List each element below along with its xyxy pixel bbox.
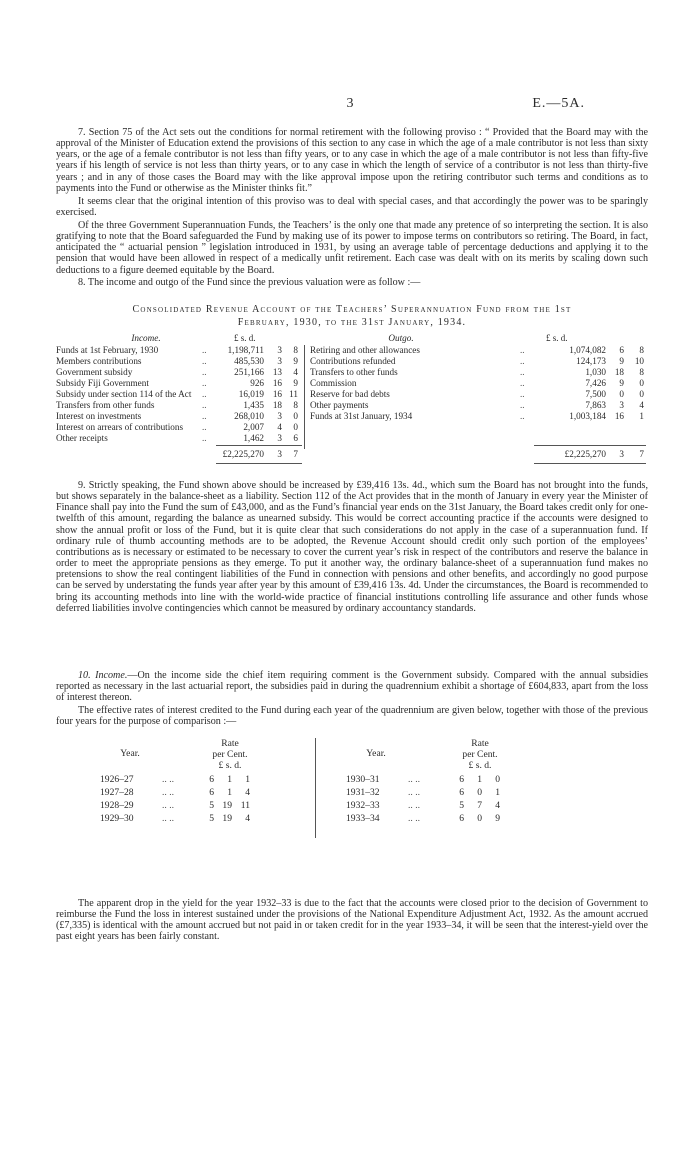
rate-year: 1930–31	[346, 774, 380, 785]
outgo-total-pounds: £2,225,270	[564, 449, 606, 459]
rate-pence: 1	[245, 774, 250, 785]
income-pounds: 1,435	[243, 400, 264, 410]
outgo-s: 6	[619, 345, 624, 355]
outgo-row	[310, 378, 648, 389]
income-row	[56, 422, 304, 433]
account-title	[56, 303, 648, 329]
rate-year: 1928–29	[100, 800, 134, 811]
account-title-line-1: Consolidated Revenue Account of the Teachers’ Superannuation Fund from the 1st	[132, 304, 572, 315]
outgo-row	[310, 411, 648, 422]
outgo-pounds: 7,426	[585, 378, 606, 388]
outgo-s: 9	[619, 378, 624, 388]
rate-shillings: 19	[222, 813, 232, 824]
leader-dots: ..	[202, 389, 207, 399]
income-d: 0	[293, 411, 298, 421]
outgo-row	[310, 400, 648, 411]
income-row	[56, 367, 304, 378]
income-s: 16	[272, 378, 282, 388]
paragraph-7-continued: It seems clear that the original intention of this proviso was to deal with special cases, and that accordingly the power was to be sparingly exercised.	[56, 196, 648, 219]
outgo-row	[310, 356, 648, 367]
income-s: 3	[277, 345, 282, 355]
outgo-d: 0	[639, 389, 644, 399]
income-row	[56, 400, 304, 411]
income-label: Interest on investments	[56, 411, 142, 421]
outgo-s: 9	[619, 356, 624, 366]
outgo-total-d: 7	[639, 449, 644, 459]
rate-shillings: 0	[477, 813, 482, 824]
outgo-d: 10	[634, 356, 644, 366]
outgo-pounds: 7,500	[585, 389, 606, 399]
outgo-lsd-heading: £ s. d.	[546, 333, 568, 343]
outgo-row	[310, 345, 648, 356]
outgo-s: 3	[619, 400, 624, 410]
rate-pounds: 6	[459, 813, 464, 824]
outgo-total-s: 3	[619, 449, 624, 459]
rate-year: 1932–33	[346, 800, 380, 811]
income-label: Other receipts	[56, 433, 108, 443]
leader-dots: ..	[202, 356, 207, 366]
income-label: Subsidy Fiji Government	[56, 378, 149, 388]
paragraph-11: The apparent drop in the yield for the year 1932–33 is due to the fact that the accounts were closed prior to the decision of Government to reimburse the Fund the loss in interest sustained under the provisions of the National Expenditure Adjustment Act, 1932. As the amount accrued (£7,335) is identical with the amount accrued but not paid in or taken credit for in the year 1933–34, it will be seen that the interest-yield over the past eight years has been fairly constant.	[56, 898, 648, 943]
rates-divider	[315, 738, 316, 838]
outgo-pounds: 1,003,184	[569, 411, 606, 421]
income-label: Funds at 1st February, 1930	[56, 345, 159, 355]
outgo-d: 1	[639, 411, 644, 421]
rate-year: 1929–30	[100, 813, 134, 824]
rate-pence: 1	[495, 787, 500, 798]
rates-rate-heading-right	[450, 738, 510, 771]
leader-dots: .. ..	[162, 800, 174, 811]
income-row	[56, 433, 304, 444]
rate-pounds: 5	[209, 813, 214, 824]
rate-pounds: 6	[459, 774, 464, 785]
outgo-label: Retiring and other allowances	[310, 345, 420, 355]
paragraph-7-funds: Of the three Government Superannuation Funds, the Teachers’ is the only one that made any pretence of so interpreting the section. It is also gratifying to note that the Board safeguarded the Fund by making use of its power to impose terms on contributors so retiring. The Board, in fact, anticipated the “ actuarial pension ” legislation introduced in 1931, by using an average table of percentage deductions and applying it to the pension that would have been allowed in respect of a medically unfit retirement. Each case was dealt with on its merits by scaling down such deductions to a figure deemed equitable by the Board.	[56, 220, 648, 276]
document-reference: E.—5A.	[532, 96, 585, 111]
income-label: Interest on arrears of contributions	[56, 422, 184, 432]
income-row	[56, 345, 304, 356]
rate-heading-line-1: Rate	[221, 738, 239, 749]
outgo-label: Reserve for bad debts	[310, 389, 390, 399]
income-d: 4	[293, 367, 298, 377]
rates-year-heading-left: Year.	[120, 748, 140, 759]
outgo-row	[310, 367, 648, 378]
outgo-label: Funds at 31st January, 1934	[310, 411, 413, 421]
income-label: Transfers from other funds	[56, 400, 155, 410]
page-number: 3	[346, 96, 354, 111]
leader-dots: ..	[202, 378, 207, 388]
rate-heading-line-3: £ s. d.	[468, 760, 492, 771]
income-row	[56, 389, 304, 400]
rate-pounds: 5	[209, 800, 214, 811]
outgo-pounds: 124,173	[576, 356, 606, 366]
leader-dots: ..	[520, 378, 525, 388]
leader-dots: .. ..	[162, 787, 174, 798]
income-total-s: 3	[277, 449, 282, 459]
income-total-pounds: £2,225,270	[222, 449, 264, 459]
rate-pence: 9	[495, 813, 500, 824]
income-total-rule	[216, 445, 302, 446]
outgo-d: 8	[639, 367, 644, 377]
outgo-label: Other payments	[310, 400, 369, 410]
income-pounds: 2,007	[243, 422, 264, 432]
income-d: 8	[293, 345, 298, 355]
income-row	[56, 378, 304, 389]
rate-pounds: 6	[209, 787, 214, 798]
interest-rates-table	[100, 738, 600, 853]
outgo-label: Commission	[310, 378, 357, 388]
leader-dots: .. ..	[408, 813, 420, 824]
paragraph-9: 9. Strictly speaking, the Fund shown above should be increased by £39,416 13s. 4d., which sum the Board has not brought into the funds, but shows separately in the balance-sheet as a liability. Section 112 of the Act provides that in the month of January in every year the Minister of Finance shall pay into the Fund the sum of £43,000, and as the Fund’s financial year ends on the 31st January, the Board takes credit only for one-twelfth of this amount, regarding the balance as unearned subsidy. This would be correct accounting practice if the accounts were designed to show the annual profit or loss of the Fund, but it is quite clear that such considerations do not apply in the case of a superannuation fund. If ordinary rule of thumb accounting methods are to be adopted, the Revenue Account should credit only such portion of the employees’ contributions as is necessary or estimated to be necessary to cover the current year’s risk in respect of the contributors and reserve the balance in order to meet the appropriate pensions as they emerge. To put it another way, the ordinary balance-sheet of a superannuation fund makes no pretensions to show the real contingent liabilities of the Fund in connection with pensions and other benefits, and accordingly no good purpose can be served by understating the funds year after year by this amount of £39,416 13s. 4d. Under the circumstances, the Board is recommended to bring its accounting methods into line with the world-wide practice of financial institutions controlling life assurance and other funds whose deferred liabilities involve contingencies which cannot be measured by ordinary accountancy standards.	[56, 480, 648, 614]
income-pounds: 926	[250, 378, 264, 388]
outgo-label: Transfers to other funds	[310, 367, 398, 377]
income-d: 9	[293, 378, 298, 388]
rate-heading-line-3: £ s. d.	[218, 760, 242, 771]
paragraph-10-label: 10. Income.	[78, 670, 128, 681]
outgo-label: Contributions refunded	[310, 356, 396, 366]
outgo-d: 0	[639, 378, 644, 388]
income-pounds: 1,462	[243, 433, 264, 443]
leader-dots: ..	[202, 411, 207, 421]
leader-dots: ..	[520, 389, 525, 399]
rate-heading-line-1: Rate	[471, 738, 489, 749]
income-d: 11	[289, 389, 298, 399]
outgo-d: 4	[639, 400, 644, 410]
income-d: 9	[293, 356, 298, 366]
leader-dots: ..	[202, 367, 207, 377]
income-total-d: 7	[293, 449, 298, 459]
rate-pence: 4	[495, 800, 500, 811]
rate-heading-line-2: per Cent.	[212, 749, 248, 760]
rate-shillings: 0	[477, 787, 482, 798]
rate-year: 1926–27	[100, 774, 134, 785]
paragraph-10	[56, 670, 648, 703]
outgo-total-row	[56, 449, 648, 460]
income-row	[56, 411, 304, 422]
income-label: Members contributions	[56, 356, 142, 366]
leader-dots: ..	[202, 433, 207, 443]
outgo-total-rule	[534, 445, 646, 446]
rate-pence: 4	[245, 813, 250, 824]
income-total-rule-bottom	[216, 463, 302, 464]
income-s: 16	[272, 389, 282, 399]
outgo-total-rule-bottom	[534, 463, 646, 464]
income-label: Government subsidy	[56, 367, 133, 377]
leader-dots: ..	[202, 400, 207, 410]
rate-shillings: 1	[227, 787, 232, 798]
outgo-pounds: 7,863	[585, 400, 606, 410]
paragraph-7: 7. Section 75 of the Act sets out the conditions for normal retirement with the following proviso : “ Provided that the Board may with the approval of the Minister of Education extend the provisions of this section to any case in which the age of a male contributor is not less than sixty years, or the age of a female contributor is not less than fifty years, or to any case in which the age of a male contributor is not less than fifty-five years if his length of service is not less than thirty years, or to any case in which the length of service of a contributor is not less than thirty-five years ; and in any of those cases the Board may with the like approval impose upon the retiring contributor such terms and conditions as to payments into the Fund or otherwise as the Minister thinks fit.”	[56, 127, 648, 194]
outgo-heading: Outgo.	[388, 333, 414, 343]
rate-year: 1927–28	[100, 787, 134, 798]
outgo-pounds: 1,030	[585, 367, 606, 377]
paragraph-10-text: —On the income side the chief item requiring comment is the Government subsidy. Compared with the annual subsidies reported as necessary in the last actuarial report, the subsidies paid in during the quadrennium exhibit a shortage of £604,833, apart from the loss of interest thereon.	[56, 670, 648, 704]
rate-pence: 4	[245, 787, 250, 798]
leader-dots: ..	[202, 422, 207, 432]
leader-dots: .. ..	[162, 813, 174, 824]
rate-year: 1933–34	[346, 813, 380, 824]
income-s: 18	[272, 400, 282, 410]
leader-dots: ..	[520, 345, 525, 355]
leader-dots: ..	[520, 356, 525, 366]
income-s: 3	[277, 356, 282, 366]
rate-shillings: 1	[227, 774, 232, 785]
leader-dots: .. ..	[408, 800, 420, 811]
income-d: 6	[293, 433, 298, 443]
leader-dots: .. ..	[408, 787, 420, 798]
income-d: 0	[293, 422, 298, 432]
leader-dots: ..	[202, 345, 207, 355]
income-pounds: 1,198,711	[227, 345, 264, 355]
rates-year-heading-right: Year.	[366, 748, 386, 759]
rate-shillings: 7	[477, 800, 482, 811]
rate-pounds: 6	[209, 774, 214, 785]
outgo-s: 0	[619, 389, 624, 399]
rate-heading-line-2: per Cent.	[462, 749, 498, 760]
rate-pounds: 5	[459, 800, 464, 811]
income-row	[56, 356, 304, 367]
leader-dots: ..	[520, 400, 525, 410]
column-divider	[304, 345, 305, 449]
outgo-pounds: 1,074,082	[569, 345, 606, 355]
income-pounds: 16,019	[238, 389, 264, 399]
income-s: 3	[277, 411, 282, 421]
leader-dots: ..	[520, 367, 525, 377]
rates-rate-heading-left	[200, 738, 260, 771]
income-s: 13	[272, 367, 282, 377]
rate-pence: 11	[240, 800, 250, 811]
rate-shillings: 1	[477, 774, 482, 785]
paragraph-8: 8. The income and outgo of the Fund since the previous valuation were as follow :—	[78, 277, 421, 288]
income-pounds: 485,530	[234, 356, 264, 366]
income-heading: Income.	[131, 333, 161, 343]
paragraph-10-continued: The effective rates of interest credited to the Fund during each year of the quadrennium are given below, together with those of the previous four years for the purpose of comparison :—	[56, 705, 648, 728]
leader-dots: ..	[520, 411, 525, 421]
income-pounds: 251,166	[234, 367, 264, 377]
income-label: Subsidy under section 114 of the Act	[56, 389, 192, 399]
rate-year: 1931–32	[346, 787, 380, 798]
rate-pence: 0	[495, 774, 500, 785]
income-lsd-heading: £ s. d.	[234, 333, 256, 343]
income-s: 3	[277, 433, 282, 443]
outgo-row	[310, 389, 648, 400]
rate-pounds: 6	[459, 787, 464, 798]
leader-dots: .. ..	[162, 774, 174, 785]
income-d: 8	[293, 400, 298, 410]
income-pounds: 268,010	[234, 411, 264, 421]
income-s: 4	[277, 422, 282, 432]
outgo-s: 18	[614, 367, 624, 377]
rate-shillings: 19	[222, 800, 232, 811]
outgo-d: 8	[639, 345, 644, 355]
account-title-line-2: February, 1930, to the 31st January, 1934.	[237, 317, 467, 328]
leader-dots: .. ..	[408, 774, 420, 785]
outgo-s: 16	[614, 411, 624, 421]
